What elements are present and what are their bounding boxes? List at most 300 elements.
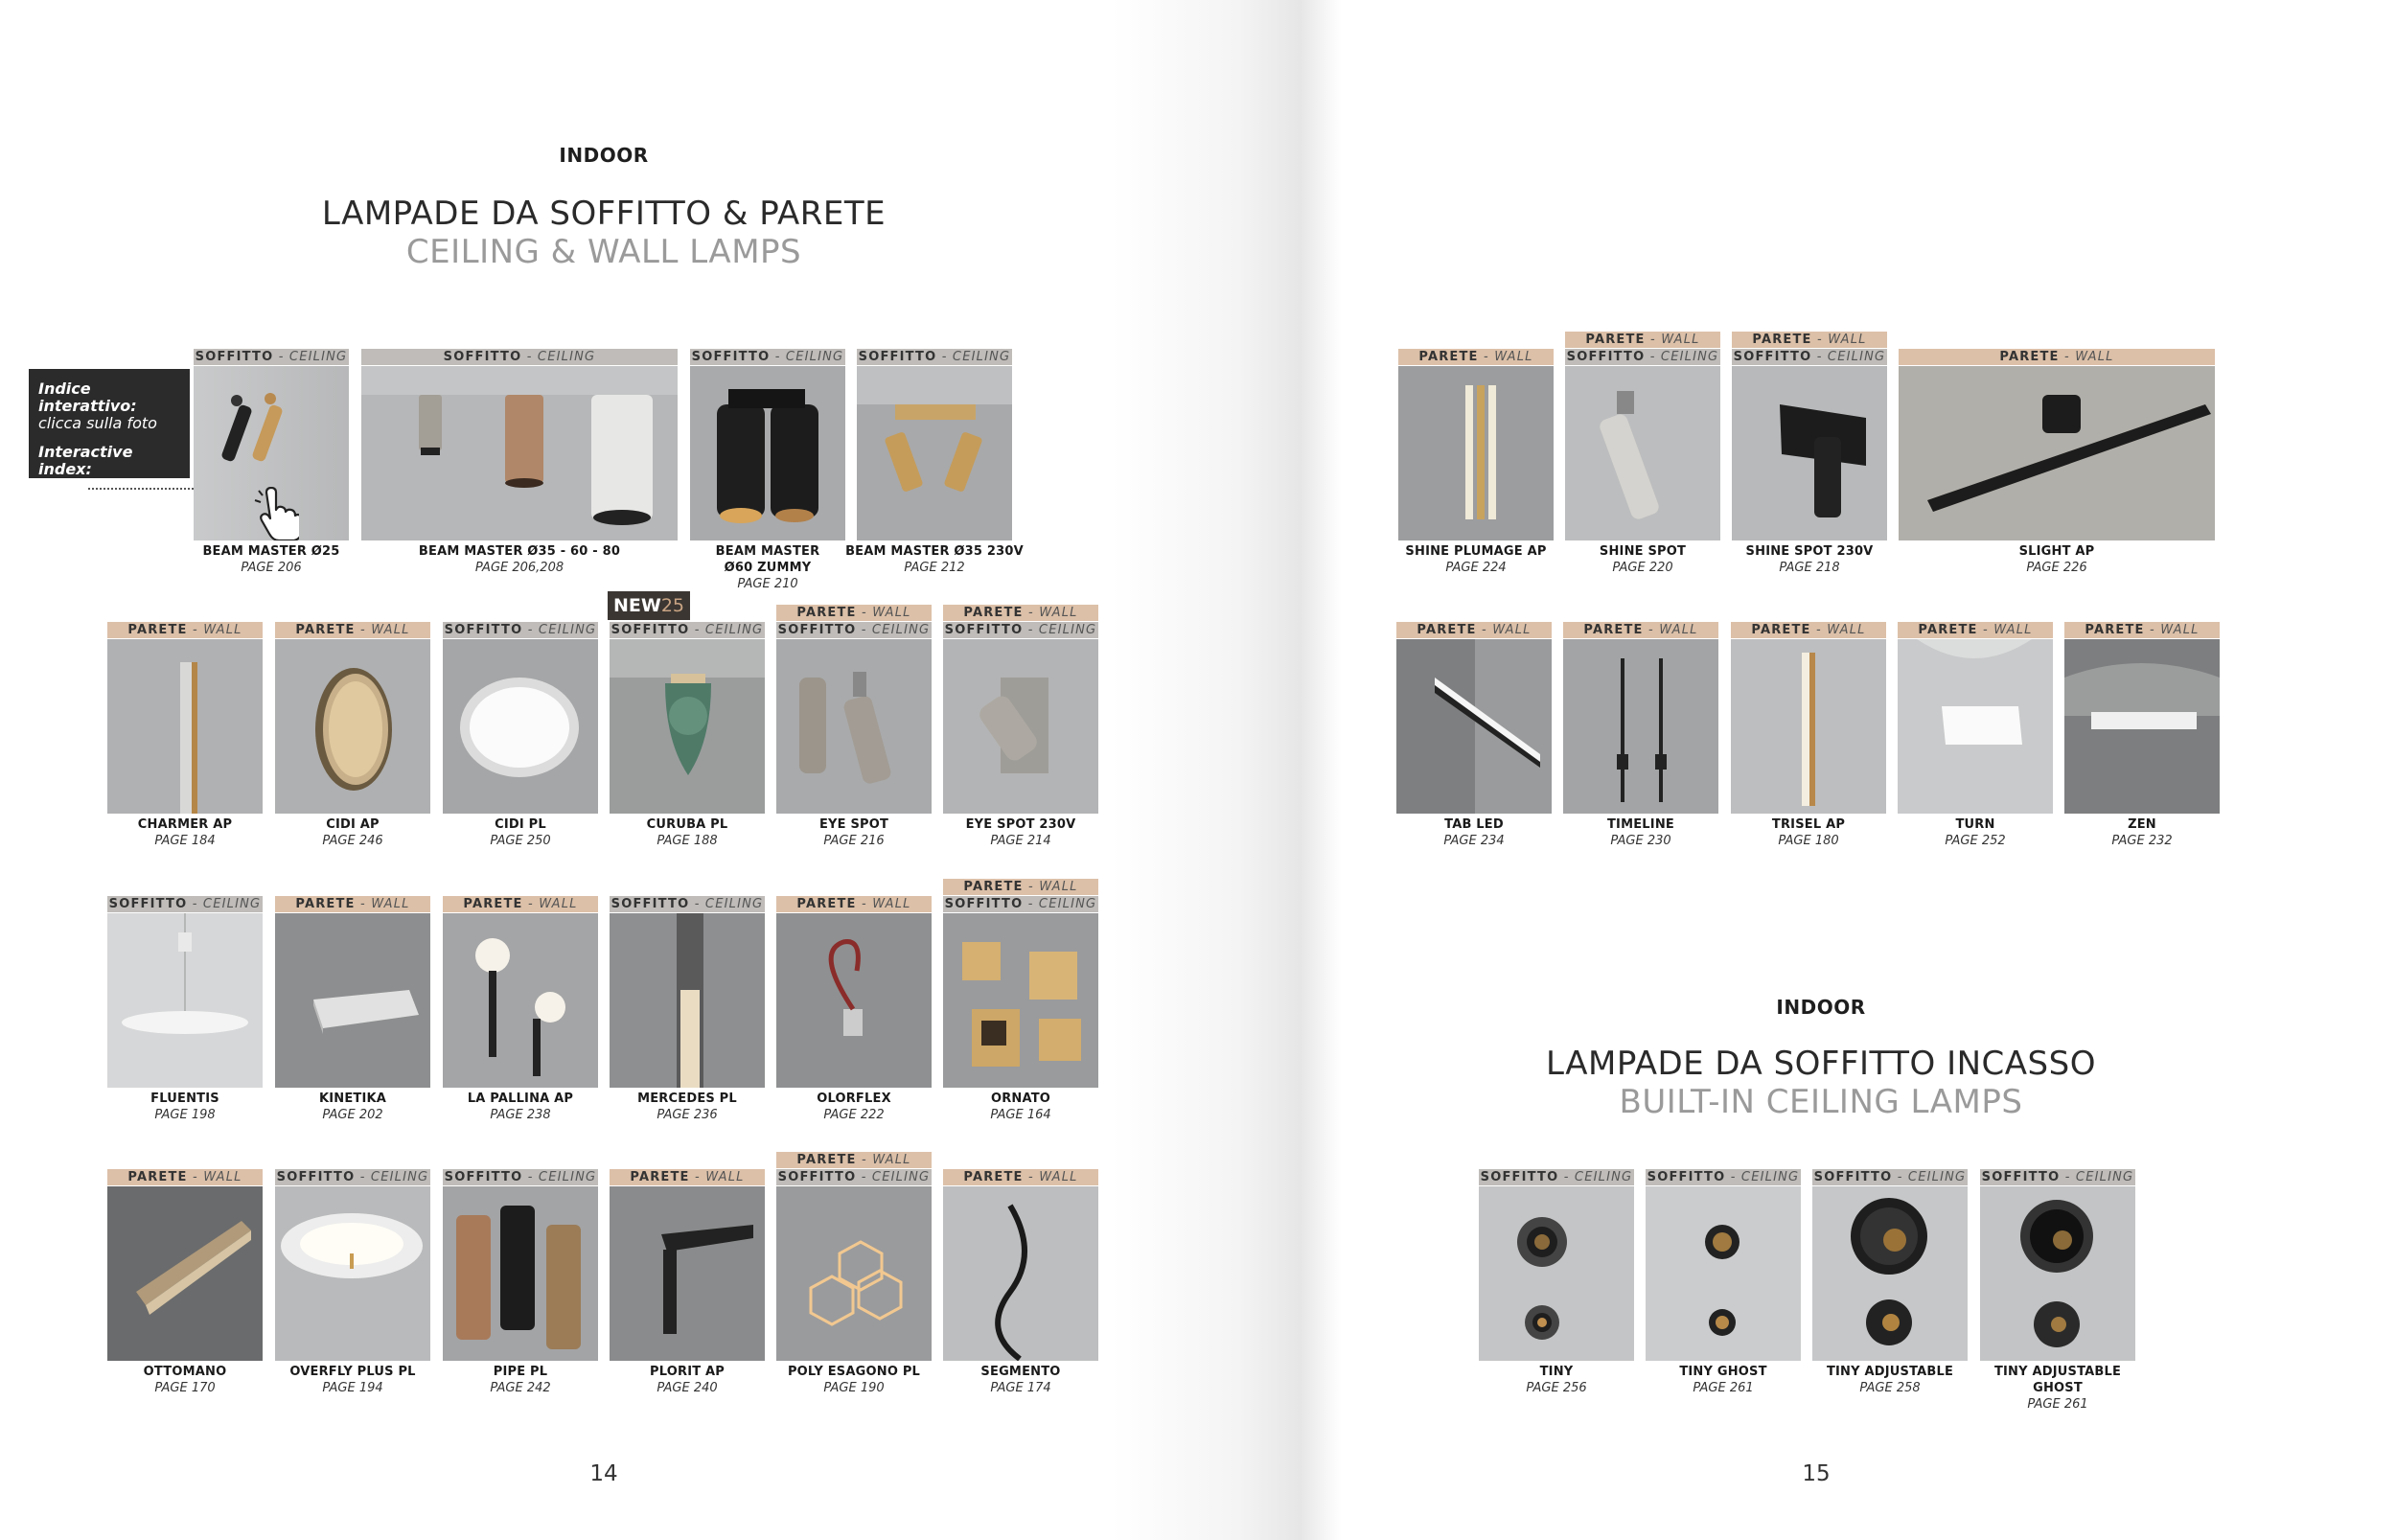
product-page-ref: PAGE 220 (1612, 561, 1673, 575)
product-page-ref: PAGE 226 (2026, 561, 2087, 575)
product-caption[interactable] (2045, 816, 2239, 849)
badge-label-it: PARETE (796, 606, 857, 620)
product-page-ref: PAGE 236 (657, 1108, 718, 1122)
product-caption[interactable] (256, 1364, 449, 1396)
product-thumbnail[interactable] (107, 913, 263, 1088)
product-photo[interactable] (443, 913, 598, 1088)
product-caption[interactable] (1379, 543, 1573, 576)
product-name: TINY ADJUSTABLE (1993, 1365, 2122, 1379)
product-photo[interactable] (943, 1186, 1098, 1361)
product-thumbnail[interactable] (275, 1186, 430, 1361)
ceiling-category-badge (610, 896, 765, 912)
product-thumbnail[interactable] (1980, 1186, 2135, 1361)
product-page-ref: PAGE 198 (154, 1108, 216, 1122)
product-caption[interactable] (1626, 1364, 1820, 1396)
badge-label-it: PARETE (1583, 623, 1644, 637)
left-title-it: LAMPADE DA SOFFITTO & PARETE (321, 195, 887, 233)
badge-label-it: PARETE (963, 1170, 1024, 1184)
product-photo[interactable] (2064, 639, 2220, 814)
product-photo[interactable] (1565, 366, 1720, 540)
badge-label-it: SOFFITTO (1480, 1170, 1559, 1184)
badge-separator: - WALL (187, 1170, 242, 1184)
product-thumbnail[interactable] (443, 1186, 598, 1361)
badge-label-it: PARETE (1918, 623, 1978, 637)
index-note-leader-line (88, 488, 201, 490)
wall-category-badge (776, 605, 932, 621)
left-section-tag: INDOOR (559, 144, 649, 167)
badge-label-it: SOFFITTO (195, 350, 274, 364)
badge-separator: - CEILING (1558, 1170, 1633, 1184)
badge-separator: - WALL (1023, 1170, 1078, 1184)
badge-label-it: PARETE (1585, 333, 1646, 347)
ceiling-category-badge (194, 349, 349, 365)
badge-label-it: SOFFITTO (443, 350, 522, 364)
product-name: CIDI AP (326, 817, 380, 832)
product-caption[interactable] (1713, 543, 1906, 576)
badge-label-it: PARETE (1418, 350, 1479, 364)
product-name: TIMELINE (1606, 817, 1674, 832)
product-page-ref: PAGE 258 (1859, 1381, 1921, 1395)
product-name: TAB LED (1444, 817, 1504, 832)
wall-category-badge (107, 622, 263, 638)
product-caption[interactable] (757, 1091, 951, 1123)
product-page-ref: PAGE 261 (2027, 1397, 2088, 1412)
product-page-ref: PAGE 180 (1778, 834, 1839, 848)
product-page-ref: PAGE 240 (657, 1381, 718, 1395)
product-page-ref: PAGE 216 (823, 834, 885, 848)
badge-separator: - CEILING (355, 1170, 429, 1184)
new-badge-text: NEW (613, 595, 661, 616)
badge-label-it: PARETE (295, 897, 356, 911)
product-thumbnail[interactable] (1563, 639, 1718, 814)
page-gutter (1112, 0, 1342, 1540)
product-page-ref: PAGE 190 (823, 1381, 885, 1395)
badge-label-it: PARETE (796, 897, 857, 911)
new-product-badge (608, 591, 690, 620)
product-name: MERCEDES PL (637, 1092, 737, 1106)
product-name: ORNATO (990, 1092, 1051, 1106)
page-number-right: 15 (1802, 1461, 1831, 1486)
badge-separator: - WALL (1977, 623, 2033, 637)
right-section-tag: INDOOR (1776, 996, 1866, 1019)
wall-category-badge (1732, 332, 1887, 348)
badge-label-it: PARETE (295, 623, 356, 637)
product-name: CURUBA PL (646, 817, 728, 832)
product-name: TRISEL AP (1771, 817, 1846, 832)
badge-label-it: SOFFITTO (444, 623, 523, 637)
product-thumbnail[interactable] (943, 1186, 1098, 1361)
product-name: SHINE PLUMAGE AP (1405, 544, 1547, 559)
product-name: OTTOMANO (143, 1365, 227, 1379)
product-thumbnail[interactable] (1898, 639, 2053, 814)
badge-separator: - CEILING (1892, 1170, 1967, 1184)
wall-category-badge (1899, 349, 2215, 365)
product-page-ref: PAGE 164 (990, 1108, 1051, 1122)
product-photo[interactable] (275, 1186, 430, 1361)
product-thumbnail[interactable] (1899, 366, 2215, 540)
product-photo[interactable] (275, 639, 430, 814)
badge-label-it: SOFFITTO (276, 1170, 356, 1184)
product-name: POLY ESAGONO PL (787, 1365, 921, 1379)
product-caption[interactable] (174, 543, 368, 576)
ceiling-category-badge (776, 1169, 932, 1185)
badge-label-it: SOFFITTO (611, 897, 690, 911)
ceiling-category-badge (776, 622, 932, 638)
product-name: FLUENTIS (150, 1092, 219, 1106)
product-name: SHINE SPOT 230V (1745, 544, 1874, 559)
product-photo[interactable] (1646, 1186, 1801, 1361)
wall-category-badge (776, 896, 932, 912)
badge-separator: - CEILING (2060, 1170, 2134, 1184)
badge-separator: - CEILING (1645, 350, 1719, 364)
product-thumbnail[interactable] (275, 639, 430, 814)
product-caption[interactable] (924, 816, 1117, 849)
product-page-ref: PAGE 214 (990, 834, 1051, 848)
wall-category-badge (1563, 622, 1718, 638)
wall-category-badge (1396, 622, 1552, 638)
ceiling-category-badge (943, 622, 1098, 638)
product-caption[interactable] (1712, 816, 1905, 849)
product-photo[interactable] (943, 639, 1098, 814)
product-thumbnail[interactable] (275, 913, 430, 1088)
product-caption[interactable] (924, 1091, 1117, 1123)
badge-label-it: PARETE (963, 606, 1024, 620)
badge-separator: - CEILING (689, 623, 764, 637)
product-thumbnail[interactable] (776, 1186, 932, 1361)
badge-separator: - WALL (355, 897, 410, 911)
badge-label-it: SOFFITTO (108, 897, 188, 911)
badge-separator: - WALL (1811, 333, 1867, 347)
product-photo[interactable] (1563, 639, 1718, 814)
badge-separator: - WALL (856, 1153, 911, 1167)
badge-label-it: PARETE (963, 880, 1024, 894)
product-name: TURN (1955, 817, 1995, 832)
badge-separator: - CEILING (856, 623, 931, 637)
badge-separator: - WALL (856, 897, 911, 911)
product-name: SEGMENTO (980, 1365, 1061, 1379)
product-page-ref: PAGE 194 (322, 1381, 383, 1395)
product-name: EYE SPOT (818, 817, 889, 832)
badge-separator: - WALL (187, 623, 242, 637)
product-photo[interactable] (1479, 1186, 1634, 1361)
badge-label-it: PARETE (796, 1153, 857, 1167)
product-page-ref: PAGE 174 (990, 1381, 1051, 1395)
product-page-ref: PAGE 230 (1610, 834, 1671, 848)
badge-separator: - WALL (1476, 623, 1532, 637)
product-name: SHINE SPOT (1599, 544, 1687, 559)
index-note-title-en: Interactive index: (38, 443, 133, 478)
product-caption[interactable] (757, 816, 951, 849)
product-thumbnail[interactable] (107, 1186, 263, 1361)
product-thumbnail[interactable] (1479, 1186, 1634, 1361)
product-photo[interactable] (1731, 639, 1886, 814)
badge-label-it: SOFFITTO (1813, 1170, 1893, 1184)
badge-separator: - WALL (1810, 623, 1866, 637)
badge-separator: - WALL (689, 1170, 745, 1184)
product-caption[interactable] (757, 1364, 951, 1396)
product-caption[interactable] (424, 816, 617, 849)
ceiling-category-badge (107, 896, 263, 912)
product-caption[interactable] (88, 1364, 282, 1396)
product-thumbnail[interactable] (776, 639, 932, 814)
wall-category-badge (1731, 622, 1886, 638)
interactive-index-note (29, 369, 190, 495)
product-caption[interactable] (838, 543, 1031, 576)
product-photo[interactable] (1398, 366, 1554, 540)
badge-label-it: SOFFITTO (444, 1170, 523, 1184)
product-caption[interactable] (1961, 1364, 2154, 1413)
ceiling-category-badge (1646, 1169, 1801, 1185)
product-name: TINY ADJUSTABLE (1826, 1365, 1954, 1379)
badge-separator: - CEILING (273, 350, 348, 364)
badge-separator: - CEILING (936, 350, 1011, 364)
product-name: PLORIT AP (649, 1365, 726, 1379)
product-photo[interactable] (361, 366, 678, 540)
product-photo[interactable] (776, 639, 932, 814)
product-caption[interactable] (88, 1091, 282, 1123)
product-caption[interactable] (1793, 1364, 1987, 1396)
product-photo[interactable] (107, 1186, 263, 1361)
ceiling-category-badge (1479, 1169, 1634, 1185)
right-title-en: BUILT-IN CEILING LAMPS (1619, 1083, 2023, 1121)
product-page-ref: PAGE 210 (737, 577, 798, 591)
left-title-en: CEILING & WALL LAMPS (405, 233, 802, 271)
ceiling-category-badge (443, 622, 598, 638)
product-caption[interactable] (424, 1091, 617, 1123)
product-page-ref: PAGE 218 (1779, 561, 1840, 575)
badge-separator: - WALL (522, 897, 578, 911)
product-page-ref: PAGE 184 (154, 834, 216, 848)
product-photo[interactable] (443, 1186, 598, 1361)
product-caption[interactable] (342, 543, 697, 576)
badge-label-it: SOFFITTO (611, 623, 690, 637)
badge-separator: - CEILING (1811, 350, 1886, 364)
product-thumbnail[interactable] (943, 913, 1098, 1088)
wall-category-badge (107, 1169, 263, 1185)
ceiling-category-badge (610, 622, 765, 638)
product-thumbnail[interactable] (610, 1186, 765, 1361)
new-badge-year: 25 (660, 595, 685, 616)
product-name: SLIGHT AP (2018, 544, 2095, 559)
right-title-it: LAMPADE DA SOFFITTO INCASSO (1546, 1045, 2096, 1083)
ceiling-category-badge (275, 1169, 430, 1185)
badge-label-it: PARETE (1417, 623, 1477, 637)
product-caption[interactable] (590, 1364, 784, 1396)
product-thumbnail[interactable] (776, 913, 932, 1088)
product-thumbnail[interactable] (2064, 639, 2220, 814)
index-note-text-it: clicca sulla foto (38, 414, 157, 432)
product-name: CHARMER AP (137, 817, 233, 832)
product-photo[interactable] (690, 366, 845, 540)
product-thumbnail[interactable] (1812, 1186, 1968, 1361)
product-caption[interactable] (256, 1091, 449, 1123)
product-photo[interactable] (1812, 1186, 1968, 1361)
product-thumbnail[interactable] (610, 639, 765, 814)
product-name: BEAM MASTER (715, 544, 820, 559)
badge-label-it: PARETE (463, 897, 523, 911)
product-page-ref: PAGE 261 (1693, 1381, 1754, 1395)
product-page-ref: PAGE 202 (322, 1108, 383, 1122)
product-photo[interactable] (1732, 366, 1887, 540)
badge-separator: - CEILING (1023, 623, 1097, 637)
badge-label-it: SOFFITTO (1981, 1170, 2061, 1184)
product-photo[interactable] (1899, 366, 2215, 540)
product-name: ZEN (2128, 817, 2156, 832)
page-number-left: 14 (589, 1461, 618, 1486)
product-caption[interactable] (1879, 543, 2234, 576)
product-photo[interactable] (776, 913, 932, 1088)
product-page-ref: PAGE 206,208 (474, 561, 564, 575)
product-page-ref: PAGE 170 (154, 1381, 216, 1395)
product-caption[interactable] (1544, 816, 1738, 849)
badge-separator: - CEILING (1725, 1170, 1800, 1184)
product-caption[interactable] (671, 543, 864, 592)
product-thumbnail[interactable] (690, 366, 845, 540)
product-photo[interactable] (776, 1186, 932, 1361)
product-page-ref: PAGE 238 (490, 1108, 551, 1122)
product-photo[interactable] (443, 639, 598, 814)
badge-label-it: PARETE (127, 1170, 188, 1184)
badge-label-it: PARETE (1752, 333, 1812, 347)
product-name: BEAM MASTER Ø35 230V (845, 544, 1024, 559)
product-thumbnail[interactable] (943, 639, 1098, 814)
product-caption[interactable] (1878, 816, 2072, 849)
badge-separator: - WALL (1023, 880, 1078, 894)
wall-category-badge (610, 1169, 765, 1185)
badge-separator: - WALL (355, 623, 410, 637)
product-photo[interactable] (275, 913, 430, 1088)
wall-category-badge (2064, 622, 2220, 638)
product-photo[interactable] (610, 639, 765, 814)
product-name: OLORFLEX (817, 1092, 891, 1106)
product-thumbnail[interactable] (1646, 1186, 1801, 1361)
wall-category-badge (275, 896, 430, 912)
badge-label-it: SOFFITTO (777, 1170, 857, 1184)
product-name: PIPE PL (493, 1365, 548, 1379)
ceiling-category-badge (1732, 349, 1887, 365)
product-caption[interactable] (590, 1091, 784, 1123)
badge-separator: - WALL (856, 606, 911, 620)
badge-separator: - WALL (1023, 606, 1078, 620)
product-name: KINETIKA (318, 1092, 387, 1106)
product-thumbnail[interactable] (1731, 639, 1886, 814)
product-name: BEAM MASTER Ø25 (202, 544, 340, 559)
product-name: TINY (1539, 1365, 1574, 1379)
badge-label-it: SOFFITTO (1566, 350, 1646, 364)
product-photo[interactable] (1980, 1186, 2135, 1361)
product-thumbnail[interactable] (610, 913, 765, 1088)
badge-label-it: PARETE (1999, 350, 2060, 364)
product-photo[interactable] (610, 913, 765, 1088)
product-page-ref: PAGE 188 (657, 834, 718, 848)
product-thumbnail[interactable] (443, 913, 598, 1088)
product-page-ref: PAGE 222 (823, 1108, 885, 1122)
product-photo[interactable] (610, 1186, 765, 1361)
product-page-ref: PAGE 232 (2111, 834, 2173, 848)
wall-category-badge (1398, 349, 1554, 365)
product-page-ref: PAGE 250 (490, 834, 551, 848)
product-name: CIDI PL (495, 817, 546, 832)
badge-label-it: SOFFITTO (1733, 350, 1812, 364)
wall-category-badge (943, 605, 1098, 621)
badge-separator: - CEILING (522, 1170, 597, 1184)
product-thumbnail[interactable] (443, 639, 598, 814)
product-photo[interactable] (857, 366, 1012, 540)
wall-category-badge (275, 622, 430, 638)
product-photo[interactable] (107, 639, 263, 814)
badge-separator: - CEILING (1023, 897, 1097, 911)
product-caption[interactable] (1377, 816, 1571, 849)
product-caption[interactable] (1546, 543, 1739, 576)
product-name: EYE SPOT 230V (965, 817, 1076, 832)
product-caption[interactable] (924, 1364, 1117, 1396)
product-name: OVERFLY PLUS PL (289, 1365, 416, 1379)
ceiling-category-badge (443, 1169, 598, 1185)
product-page-ref: PAGE 212 (904, 561, 965, 575)
badge-separator: - CEILING (521, 350, 596, 364)
product-thumbnail[interactable] (1565, 366, 1720, 540)
product-photo[interactable] (1898, 639, 2053, 814)
product-caption[interactable] (1460, 1364, 1653, 1396)
product-name: BEAM MASTER Ø35 - 60 - 80 (418, 544, 621, 559)
ceiling-category-badge (1812, 1169, 1968, 1185)
badge-label-it: SOFFITTO (777, 623, 857, 637)
product-thumbnail[interactable] (1396, 639, 1552, 814)
wall-category-badge (943, 1169, 1098, 1185)
product-photo[interactable] (107, 913, 263, 1088)
product-page-ref: PAGE 252 (1945, 834, 2006, 848)
badge-separator: - CEILING (770, 350, 844, 364)
index-note-title-it: Indice interattivo: (38, 379, 137, 415)
product-caption[interactable] (256, 816, 449, 849)
product-page-ref: PAGE 206 (241, 561, 302, 575)
product-thumbnail[interactable] (1732, 366, 1887, 540)
wall-category-badge (1898, 622, 2053, 638)
ceiling-category-badge (1980, 1169, 2135, 1185)
product-page-ref: PAGE 256 (1526, 1381, 1587, 1395)
ceiling-category-badge (1565, 349, 1720, 365)
badge-label-it: SOFFITTO (691, 350, 771, 364)
badge-separator: - WALL (2059, 350, 2114, 364)
product-thumbnail[interactable] (1398, 366, 1554, 540)
badge-separator: - WALL (1643, 623, 1698, 637)
product-photo[interactable] (1396, 639, 1552, 814)
badge-separator: - WALL (1645, 333, 1700, 347)
product-caption[interactable] (88, 816, 282, 849)
badge-label-it: PARETE (127, 623, 188, 637)
product-name-line2: GHOST (2033, 1381, 2083, 1395)
product-thumbnail[interactable] (107, 639, 263, 814)
badge-label-it: PARETE (1751, 623, 1811, 637)
badge-label-it: PARETE (2085, 623, 2145, 637)
product-photo[interactable] (943, 913, 1098, 1088)
product-name-line2: Ø60 ZUMMY (724, 561, 812, 575)
badge-label-it: SOFFITTO (858, 350, 937, 364)
product-thumbnail[interactable] (857, 366, 1012, 540)
badge-separator: - CEILING (522, 623, 597, 637)
badge-label-it: PARETE (630, 1170, 690, 1184)
product-name: TINY GHOST (1679, 1365, 1767, 1379)
badge-label-it: SOFFITTO (944, 897, 1024, 911)
badge-label-it: SOFFITTO (944, 623, 1024, 637)
ceiling-category-badge (857, 349, 1012, 365)
product-caption[interactable] (424, 1364, 617, 1396)
product-caption[interactable] (590, 816, 784, 849)
badge-separator: - WALL (1478, 350, 1533, 364)
wall-category-badge (1565, 332, 1720, 348)
wall-category-badge (943, 879, 1098, 895)
product-thumbnail[interactable] (361, 366, 678, 540)
